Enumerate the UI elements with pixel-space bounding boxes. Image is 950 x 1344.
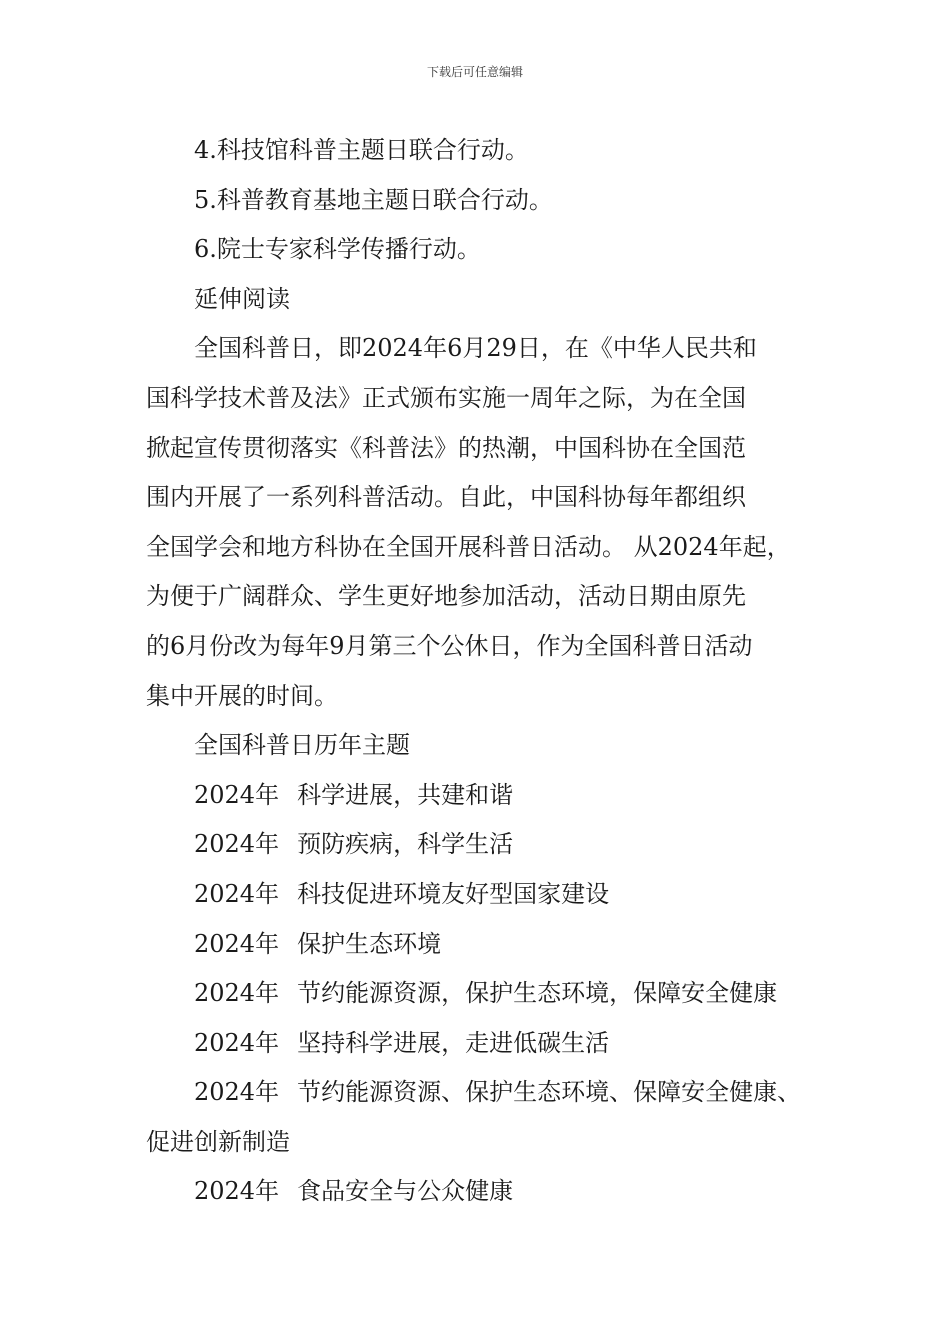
- list-item: 4.科技馆科普主题日联合行动。: [194, 136, 529, 164]
- theme-year: 2024年: [194, 979, 280, 1008]
- theme-text: 预防疾病，科学生活: [297, 830, 514, 859]
- theme-row: [146, 1167, 826, 1217]
- theme-text: 坚持科学进展，走进低碳生活: [297, 1028, 610, 1057]
- theme-row: [146, 920, 826, 970]
- paragraph-line: 全国学会和地方科协在全国开展科普日活动。 从2024年起，: [146, 532, 791, 561]
- theme-year: 2024年: [194, 780, 280, 809]
- page-header-note: 下载后可任意编辑: [426, 65, 523, 79]
- theme-year: 2024年: [194, 879, 280, 908]
- theme-row-continuation: 促进创新制造: [146, 1127, 290, 1156]
- theme-year: 2024年: [194, 830, 280, 859]
- theme-text: 节约能源资源，保护生态环境，保障安全健康: [297, 979, 778, 1008]
- paragraph-line: 国科学技术普及法》正式颁布实施一周年之际，为在全国: [146, 383, 746, 412]
- theme-text: 食品安全与公众健康: [297, 1177, 514, 1206]
- paragraph-line: 围内开展了一系列科普活动。自此，中国科协每年都组织: [146, 483, 746, 512]
- theme-year: 2024年: [194, 1177, 280, 1206]
- theme-year: 2024年: [194, 1028, 280, 1057]
- theme-row: [146, 870, 826, 920]
- section-heading-extended-reading: 延伸阅读: [194, 284, 290, 313]
- theme-text: 科技促进环境友好型国家建设: [297, 879, 610, 908]
- list-item: 5.科普教育基地主题日联合行动。: [194, 185, 553, 214]
- theme-text: 科学进展，共建和谐: [297, 780, 514, 809]
- document-body: [146, 126, 826, 1217]
- theme-text: 保护生态环境: [297, 929, 442, 958]
- theme-text: 节约能源资源、保护生态环境、保障安全健康、: [297, 1078, 802, 1107]
- list-item: 6.院士专家科学传播行动。: [194, 235, 481, 264]
- theme-row: [146, 820, 826, 870]
- theme-year: 2024年: [194, 1078, 280, 1107]
- paragraph-line: 的6月份改为每年9月第三个公休日，作为全国科普日活动: [146, 631, 753, 660]
- theme-year: 2024年: [194, 929, 280, 958]
- theme-row: [146, 1068, 826, 1118]
- paragraph-line: 掀起宣传贯彻落实《科普法》的热潮，中国科协在全国范: [146, 433, 746, 462]
- section-heading-themes: 全国科普日历年主题: [194, 731, 410, 760]
- theme-row: [146, 969, 826, 1019]
- theme-row: [146, 771, 826, 821]
- paragraph-line: 全国科普日，即2024年6月29日，在《中华人民共和: [194, 334, 757, 363]
- theme-row: [146, 1019, 826, 1069]
- paragraph-line: 为便于广阔群众、学生更好地参加活动，活动日期由原先: [146, 582, 746, 611]
- paragraph-line: 集中开展的时间。: [146, 681, 338, 710]
